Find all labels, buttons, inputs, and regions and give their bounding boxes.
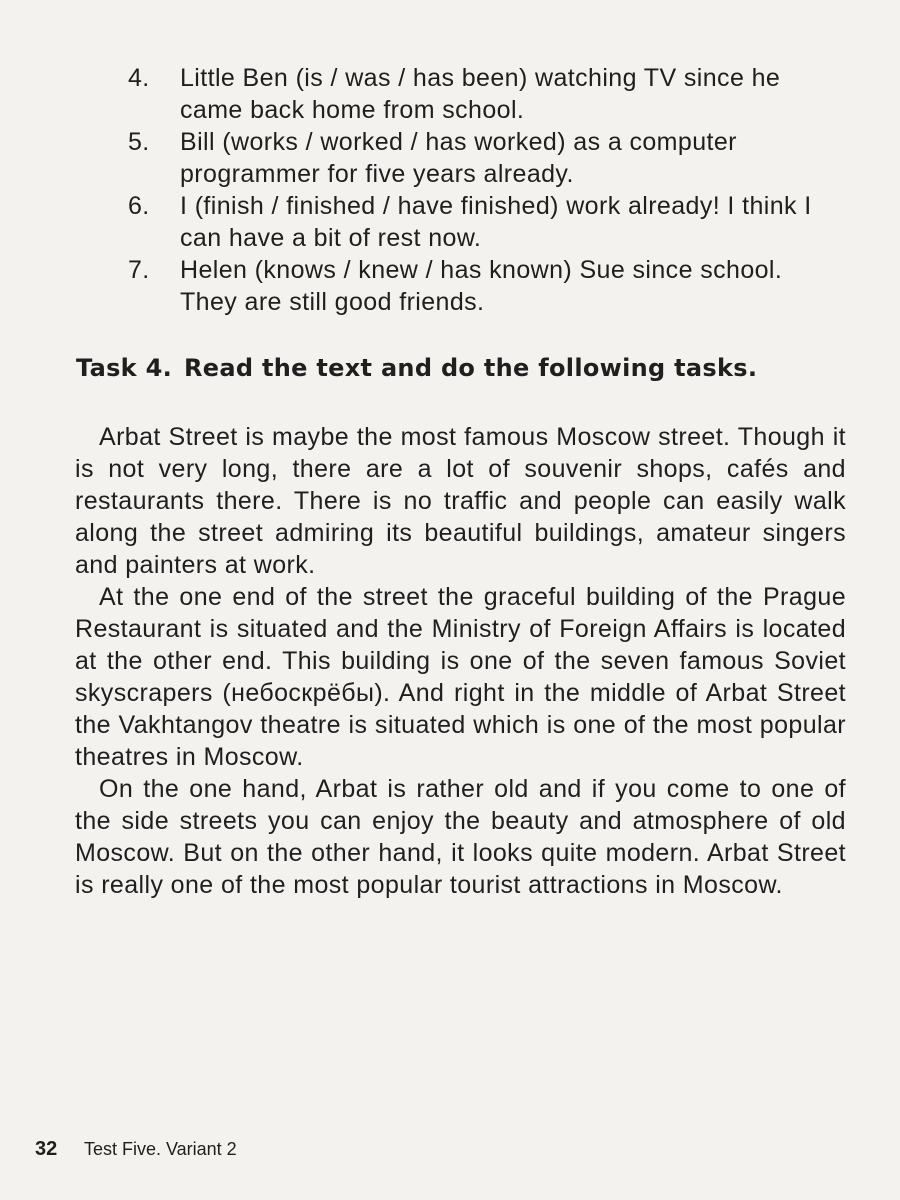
exercise-item <box>128 126 828 190</box>
reading-paragraph: At the one end of the street the graceful building of the Prague Restaurant is situated and the Ministry of Foreign Affairs is located at the other end. This building is one of the seven famous Soviet skyscrapers (небоскрёбы). And right in the middle of Arbat Street the Vakhtangov theatre is situated which is one of the most popular theatres in Moscow. <box>75 583 846 771</box>
reading-text <box>75 421 846 901</box>
exercise-text: Bill (works / worked / has worked) as a computer programmer for five years already. <box>180 128 737 188</box>
task-heading <box>76 354 757 382</box>
page-number: 32 <box>35 1138 58 1160</box>
exercise-text: Little Ben (is / was / has been) watching TV since he came back home from school. <box>180 64 781 124</box>
exercise-number: 5. <box>128 128 150 156</box>
exercise-text: I (finish / finished / have finished) work already! I think I can have a bit of rest now. <box>180 192 812 252</box>
exercise-text: Helen (knows / knew / has known) Sue since school. They are still good friends. <box>180 256 783 316</box>
reading-paragraph: On the one hand, Arbat is rather old and if you come to one of the side streets you can enjoy the beauty and atmosphere of old Moscow. But on the other hand, it looks quite modern. Arbat Street is really one of the most popular tourist attractions in Moscow. <box>75 775 846 899</box>
exercise-number: 7. <box>128 256 150 284</box>
running-title: Test Five. Variant 2 <box>83 1139 237 1159</box>
exercise-item <box>128 254 828 318</box>
exercise-item <box>128 62 828 126</box>
exercise-item <box>128 190 828 254</box>
exercise-number: 4. <box>128 64 150 92</box>
exercise-list <box>128 62 828 318</box>
page-footer <box>35 1138 237 1161</box>
task-instruction: Read the text and do the following tasks. <box>184 354 758 382</box>
reading-paragraph: Arbat Street is maybe the most famous Moscow street. Though it is not very long, there are a lot of souvenir shops, cafés and restaurants there. There is no traffic and people can easily walk along the street admiring its beautiful buildings, amateur singers and painters at work. <box>75 423 846 579</box>
task-label: Task 4. <box>76 354 172 382</box>
exercise-number: 6. <box>128 192 150 220</box>
